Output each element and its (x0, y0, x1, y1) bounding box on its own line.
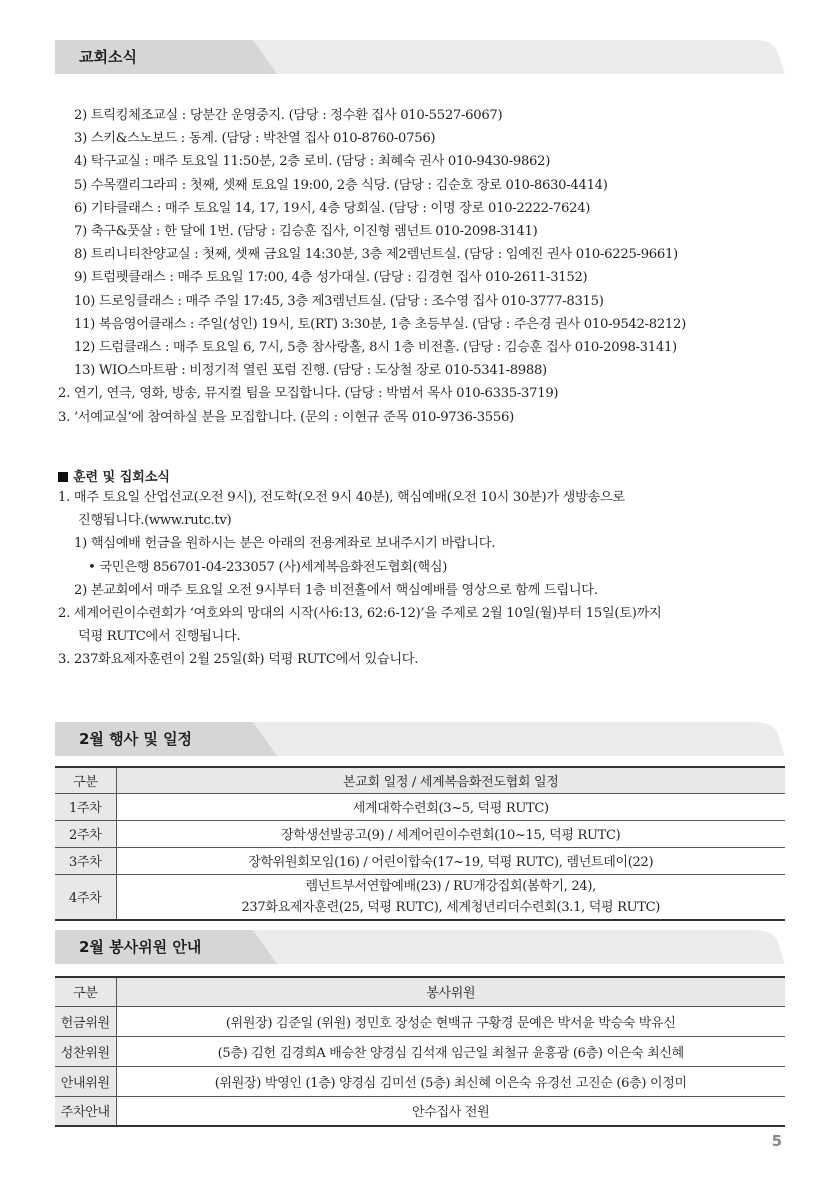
section-header-servers (55, 930, 785, 964)
role-cell: 안내위원 (55, 1066, 116, 1096)
section-title: 2월 행사 및 일정 (79, 730, 193, 748)
list-item: 1. 매주 토요일 산업선교(오전 9시), 전도학(오전 9시 40분), 핵심예배(오전 10시 30분)가 생방송으로 (58, 490, 625, 505)
list-item: 2) 본교회에서 매주 토요일 오전 9시부터 1층 비전홀에서 핵심예배를 영상으로 함께 드립니다. (74, 582, 598, 598)
list-item: 3. 237화요제자훈련이 2월 25일(화) 덕평 RUTC에서 있습니다. (58, 652, 419, 668)
section-title: 교회소식 (79, 48, 137, 66)
list-item: 6) 기타클래스 : 매주 토요일 14, 17, 19시, 4층 당회실. (담당 : 이명 장로 010-2222-7624) (74, 200, 591, 216)
list-item: 2. 연기, 연극, 영화, 방송, 뮤지컬 팀을 모집합니다. (담당 : 박범서 목사 010-6335-3719) (58, 386, 559, 402)
role-cell: 헌금위원 (55, 1006, 116, 1036)
section-header-church-news (55, 40, 785, 74)
column-header: 봉사위원 (116, 977, 785, 1006)
list-item: 8) 트리니티찬양교실 : 첫째, 셋째 금요일 14:30분, 3층 제2렘넌트실. (담당 : 임예진 권사 010-6225-9661) (74, 247, 678, 263)
schedule-cell: 장학생선발공고(9) / 세계어린이수련회(10~15, 덕평 RUTC) (116, 820, 785, 847)
events-table (55, 766, 785, 921)
schedule-cell: 세계대학수련회(3~5, 덕평 RUTC) (116, 793, 785, 820)
members-cell: (5층) 김헌 김경희A 배승찬 양경심 김석재 임근일 최철규 윤흥광 (6층) 이은숙 최신혜 (116, 1036, 785, 1066)
page-number: 5 (771, 1132, 782, 1150)
list-item: 11) 복음영어클래스 : 주일(성인) 19시, 토(RT) 3:30분, 1층 초등부실. (담당 : 주은경 권사 010-9542-8212) (74, 316, 686, 332)
table-row (55, 1066, 785, 1096)
schedule-line: 렘넌트부서연합예배(23) / RU개강집회(봄학기, 24), (305, 878, 596, 894)
list-item: 5) 수목캘리그라피 : 첫째, 셋째 토요일 19:00, 2층 식당. (담당 : 김순호 장로 010-8630-4414) (74, 177, 608, 193)
section-header-background (55, 40, 785, 74)
training-heading-text: 훈련 및 집회소식 (73, 470, 170, 485)
role-cell: 성찬위원 (55, 1036, 116, 1066)
training-heading (58, 466, 170, 485)
list-item: 9) 트럼펫클래스 : 매주 토요일 17:00, 4층 성가대실. (담당 : 김경현 집사 010-2611-3152) (74, 270, 588, 286)
table-row (55, 847, 785, 874)
square-bullet-icon (58, 472, 68, 482)
table-row (55, 820, 785, 847)
list-item: 7) 축구&풋살 : 한 달에 1번. (담당 : 김승훈 집사, 이진형 렘넌트 010-2098-3141) (74, 224, 538, 240)
column-header: 구분 (55, 977, 116, 1006)
role-cell: 주차안내 (55, 1096, 116, 1126)
table-row (55, 793, 785, 820)
week-cell: 4주차 (55, 874, 116, 920)
table-row (55, 1006, 785, 1036)
church-news-list (58, 104, 798, 429)
list-item: 13) WIO스마트팜 : 비정기적 열린 포럼 진행. (담당 : 도상철 장로 010-5341-8988) (74, 363, 547, 379)
list-item: 12) 드럼클래스 : 매주 토요일 6, 7시, 5층 참사랑홀, 8시 1층 비전홀. (담당 : 김승훈 집사 010-2098-3141) (74, 340, 677, 356)
servers-table (55, 976, 785, 1127)
list-item: 3) 스키&스노보드 : 동계. (담당 : 박찬열 집사 010-8760-0756) (74, 131, 436, 147)
schedule-cell (116, 874, 785, 920)
schedule-cell: 장학위원회모임(16) / 어린이합숙(17~19, 덕평 RUTC), 렘넌트데이(22) (116, 847, 785, 874)
table-header-row (55, 977, 785, 1006)
training-list (58, 486, 798, 672)
table-row (55, 1036, 785, 1066)
week-cell: 3주차 (55, 847, 116, 874)
table-row (55, 1096, 785, 1126)
list-item: 10) 드로잉클래스 : 매주 주일 17:45, 3층 제3렘넌트실. (담당 : 조수영 집사 010-3777-8315) (74, 293, 604, 309)
members-cell: (위원장) 김준일 (위원) 정민호 장성순 현백규 구황경 문예은 박서윤 박승숙 박유신 (116, 1006, 785, 1036)
members-cell: 안수집사 전원 (116, 1096, 785, 1126)
list-item: 4) 탁구교실 : 매주 토요일 11:50분, 2층 로비. (담당 : 최혜숙 권사 010-9430-9862) (74, 154, 551, 170)
list-item: • 국민은행 856701-04-233057 (사)세계복음화전도협회(핵심) (88, 559, 448, 575)
members-cell: (위원장) 박영인 (1층) 양경심 김미선 (5층) 최신혜 이은숙 유경선 고진순 (6층) 이정미 (116, 1066, 785, 1096)
section-title: 2월 봉사위원 안내 (79, 938, 202, 956)
week-cell: 2주차 (55, 820, 116, 847)
list-item: 2) 트릭킹체조교실 : 당분간 운영중지. (담당 : 정수환 집사 010-5527-6067) (74, 108, 503, 123)
list-item: 2. 세계어린이수련회가 ‘여호와의 망대의 시작(사6:13, 62:6-12)’을 주제로 2월 10일(월)부터 15일(토)까지 (58, 606, 662, 622)
list-item: 3. ‘서예교실’에 참여하실 분을 모집합니다. (문의 : 이현규 준목 010-9736-3556) (58, 409, 514, 425)
column-header: 본교회 일정 / 세계복음화전도협회 일정 (116, 767, 785, 793)
list-item: 진행됩니다.(www.rutc.tv) (78, 513, 232, 529)
section-header-events (55, 722, 785, 756)
list-item: 1) 핵심예배 헌금을 원하시는 분은 아래의 전용계좌로 보내주시기 바랍니다. (74, 536, 496, 552)
list-item: 덕평 RUTC에서 진행됩니다. (78, 629, 241, 645)
schedule-line: 237화요제자훈련(25, 덕평 RUTC), 세계청년리더수련회(3.1, 덕평 RUTC) (241, 899, 661, 915)
column-header: 구분 (55, 767, 116, 793)
table-row (55, 874, 785, 920)
week-cell: 1주차 (55, 793, 116, 820)
table-header-row (55, 767, 785, 793)
